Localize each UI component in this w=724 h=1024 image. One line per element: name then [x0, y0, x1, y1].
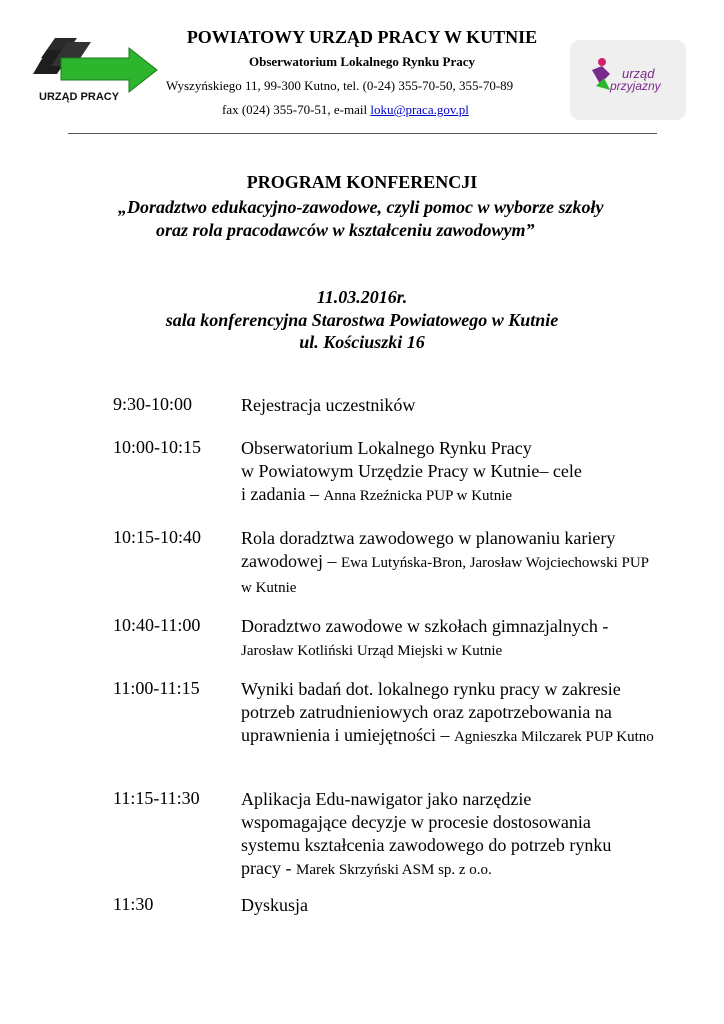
urzad-przyjazny-logo [570, 40, 686, 120]
agenda-line: i zadania [241, 484, 306, 504]
fax-text: fax (024) 355-70-51, e-mail [222, 102, 371, 117]
agenda-line: pracy [241, 858, 281, 878]
agenda-speaker: Agnieszka Milczarek PUP Kutno [453, 729, 654, 745]
agenda-line: Obserwatorium Lokalnego Rynku Pracy [241, 438, 532, 458]
agenda-dash: – [305, 484, 324, 504]
agenda-line: Aplikacja Edu-nawigator jako narzędzie [241, 789, 532, 809]
agenda-item [241, 437, 661, 508]
agenda-dash: – [435, 725, 454, 745]
agenda-time: 11:15-11:30 [113, 788, 200, 808]
agenda-item [241, 615, 661, 663]
agenda-time: 10:15-10:40 [113, 527, 201, 547]
logo-left-text: URZĄD PRACY [39, 91, 120, 103]
agenda-line: Wyniki badań dot. lokalnego rynku pracy w zakresie [241, 679, 621, 699]
agenda-line: wspomagające decyzje w procesie dostosowania [241, 812, 591, 832]
agenda-line: uprawnienia i umiejętności [241, 725, 436, 745]
agenda-line: Rola doradztwa zawodowego w planowaniu kariery [241, 528, 616, 548]
agenda-item [241, 894, 661, 917]
logo-right-text-2: przyjazny [610, 79, 661, 93]
agenda-item [241, 527, 661, 600]
conference-venue: sala konferencyjna Starostwa Powiatowego w Kutnie [165, 310, 559, 330]
agenda-item [241, 394, 661, 417]
agenda-dash: - [280, 858, 296, 878]
conference-date: 11.03.2016r. [316, 287, 408, 307]
agenda-time: 11:00-11:15 [113, 678, 200, 698]
agenda-line: Doradztwo zawodowe w szkołach gimnazjalnych - [241, 616, 609, 636]
office-subtitle: Obserwatorium Lokalnego Rynku Pracy [249, 54, 475, 69]
program-heading: PROGRAM KONFERENCJI [246, 172, 478, 192]
agenda-time: 10:00-10:15 [113, 437, 201, 457]
office-address: Wyszyńskiego 11, 99-300 Kutno, tel. (0-24) 355-70-50, 355-70-89 [166, 78, 514, 93]
topic-line-2: oraz rola pracodawców w kształceniu zawodowym” [156, 220, 535, 240]
agenda-speaker: Jarosław Kotliński Urząd Miejski w Kutnie [241, 643, 503, 659]
agenda-item [241, 788, 661, 882]
topic-line-1: „Doradztwo edukacyjno-zawodowe, czyli pomoc w wyborze szkoły [118, 197, 604, 217]
agenda-dash: – [322, 551, 341, 571]
conference-street: ul. Kościuszki 16 [299, 332, 425, 352]
agenda-speaker: Marek Skrzyński ASM sp. z o.o. [295, 862, 492, 878]
agenda-item [241, 678, 661, 749]
agenda-line: Dyskusja [241, 895, 308, 915]
agenda-line: w Powiatowym Urzędzie Pracy w Kutnie– cele [241, 461, 582, 481]
email-link[interactable]: loku@praca.gov.pl [370, 102, 469, 117]
agenda-line: systemu kształcenia zawodowego do potrzeb rynku [241, 835, 612, 855]
agenda-speaker: Anna Rzeźnicka PUP w Kutnie [323, 488, 513, 504]
header-divider [68, 133, 657, 134]
agenda-time: 10:40-11:00 [113, 615, 201, 635]
agenda-line: zawodowej [241, 551, 323, 571]
agenda-line: potrzeb zatrudnieniowych oraz zapotrzebowania na [241, 702, 612, 722]
agenda-time: 11:30 [113, 894, 154, 914]
agenda-time: 9:30-10:00 [113, 394, 192, 414]
office-fax [222, 102, 469, 118]
agenda-line: Rejestracja uczestników [241, 395, 416, 415]
office-title: POWIATOWY URZĄD PRACY W KUTNIE [186, 27, 538, 47]
logo-right-text-1: urząd [622, 66, 655, 81]
agenda-speaker: Ewa Lutyńska-Bron, Jarosław Wojciechowski PUP w Kutnie [241, 555, 649, 596]
